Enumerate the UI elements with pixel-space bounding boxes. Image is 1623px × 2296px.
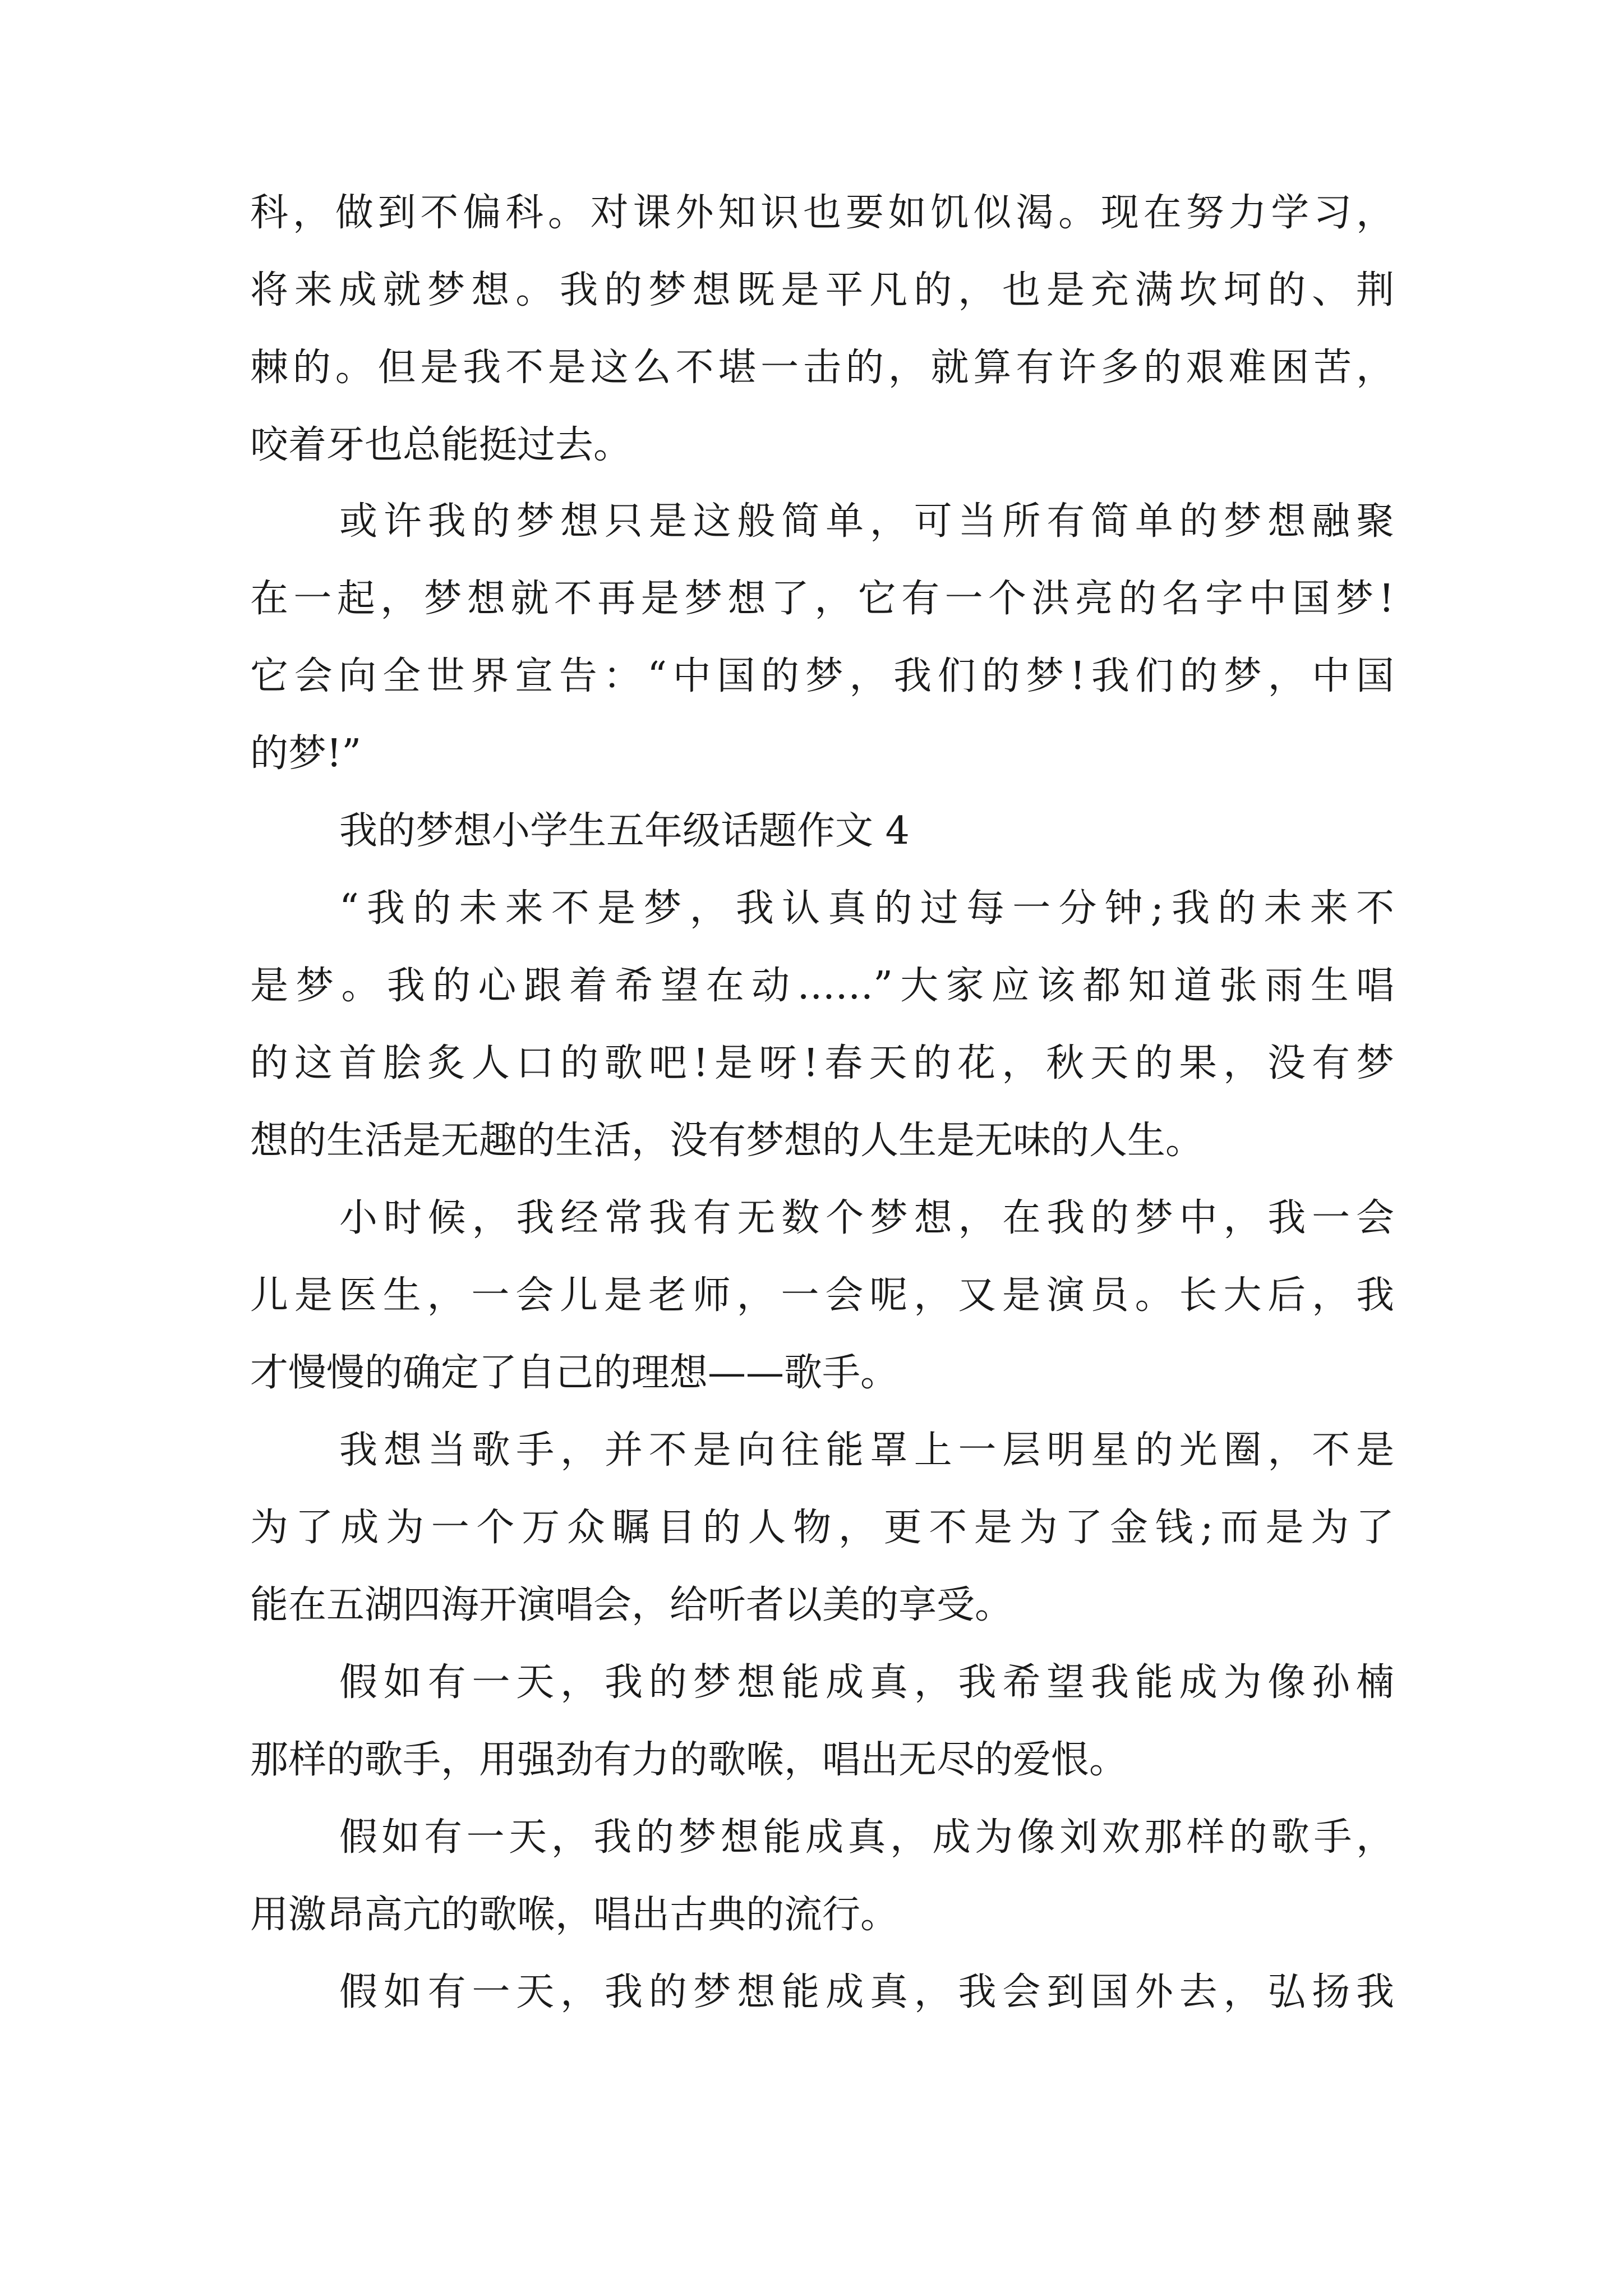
- text-line: 将来成就梦想。我的梦想既是平凡的，也是充满坎坷的、荆: [250, 268, 1394, 312]
- text-line: 为了成为一个万众瞩目的人物，更不是为了金钱;而是为了: [250, 1506, 1394, 1550]
- text-line: 的梦!”: [250, 731, 362, 776]
- text-line: 咬着牙也总能挺过去。: [250, 423, 632, 467]
- text-line: 或许我的梦想只是这般简单，可当所有简单的梦想融聚: [339, 499, 1394, 544]
- text-line: “我的未来不是梦，我认真的过每一分钟;我的未来不: [339, 886, 1394, 931]
- text-line: 儿是医生，一会儿是老师，一会呢，又是演员。长大后，我: [250, 1273, 1394, 1318]
- text-line: 我想当歌手，并不是向往能罩上一层明星的光圈，不是: [339, 1428, 1394, 1473]
- text-line: 想的生活是无趣的生活，没有梦想的人生是无味的人生。: [250, 1119, 1204, 1163]
- text-line: 用激昂高亢的歌喉，唱出古典的流行。: [250, 1893, 899, 1937]
- section-heading: 我的梦想小学生五年级话题作文 4: [339, 809, 910, 853]
- text-line: 小时候，我经常我有无数个梦想，在我的梦中，我一会: [339, 1196, 1394, 1240]
- text-line: 假如有一天，我的梦想能成真，成为像刘欢那样的歌手，: [339, 1815, 1394, 1860]
- text-line: 假如有一天，我的梦想能成真，我会到国外去，弘扬我: [339, 1970, 1394, 2014]
- text-line: 才慢慢的确定了自己的理想——歌手。: [250, 1351, 899, 1395]
- text-line: 它会向全世界宣告：“中国的梦，我们的梦!我们的梦，中国: [250, 654, 1394, 698]
- text-line: 能在五湖四海开演唱会，给听者以美的享受。: [250, 1583, 1013, 1627]
- text-line: 科，做到不偏科。对课外知识也要如饥似渴。现在努力学习，: [250, 191, 1394, 235]
- text-line: 假如有一天，我的梦想能成真，我希望我能成为像孙楠: [339, 1660, 1394, 1705]
- text-line: 是梦。我的心跟着希望在动……”大家应该都知道张雨生唱: [250, 964, 1394, 1008]
- text-line: 在一起，梦想就不再是梦想了，它有一个洪亮的名字中国梦!: [250, 577, 1394, 621]
- text-line: 的这首脍炙人口的歌吧!是呀!春天的花，秋天的果，没有梦: [250, 1041, 1394, 1085]
- text-line: 那样的歌手，用强劲有力的歌喉，唱出无尽的爱恨。: [250, 1738, 1128, 1782]
- text-line: 棘的。但是我不是这么不堪一击的，就算有许多的艰难困苦，: [250, 346, 1394, 390]
